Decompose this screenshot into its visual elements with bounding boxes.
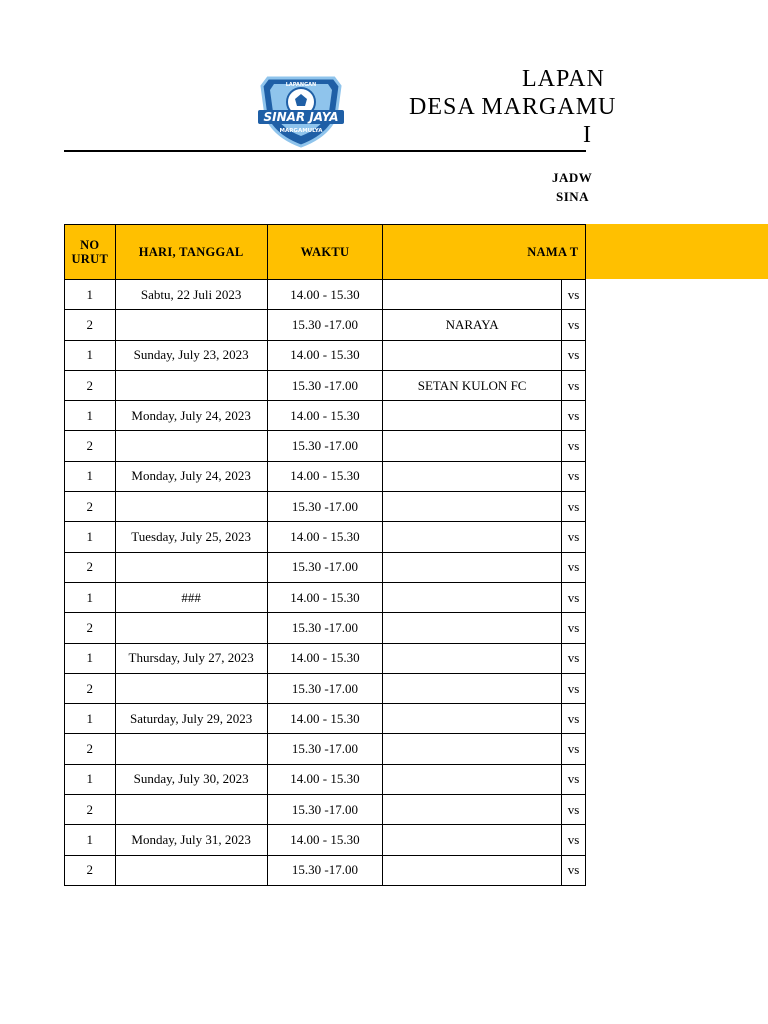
schedule-table <box>64 224 586 886</box>
cell-waktu: 14.00 - 15.30 <box>267 461 383 491</box>
cell-hari-tanggal: Monday, July 24, 2023 <box>115 401 267 431</box>
cell-no-urut: 1 <box>65 401 116 431</box>
sinar-jaya-logo <box>256 72 346 148</box>
cell-vs: vs <box>562 522 586 552</box>
cell-no-urut: 2 <box>65 370 116 400</box>
cell-hari-tanggal: Tuesday, July 25, 2023 <box>115 522 267 552</box>
cell-team-name <box>383 461 562 491</box>
title-line-1: LAPAN <box>522 66 605 92</box>
cell-vs: vs <box>562 855 586 885</box>
cell-waktu: 15.30 -17.00 <box>267 552 383 582</box>
cell-team-name <box>383 522 562 552</box>
cell-waktu: 14.00 - 15.30 <box>267 643 383 673</box>
cell-vs: vs <box>562 552 586 582</box>
table-row <box>65 673 586 703</box>
table-row <box>65 582 586 612</box>
subtitle-line-2: SINA <box>556 189 590 204</box>
cell-vs: vs <box>562 280 586 310</box>
table-row <box>65 492 586 522</box>
cell-vs: vs <box>562 643 586 673</box>
cell-waktu: 14.00 - 15.30 <box>267 280 383 310</box>
cell-vs: vs <box>562 734 586 764</box>
table-row <box>65 613 586 643</box>
cell-hari-tanggal: Sunday, July 30, 2023 <box>115 764 267 794</box>
title-line-3: I <box>583 122 592 148</box>
cell-hari-tanggal: Monday, July 24, 2023 <box>115 461 267 491</box>
table-row <box>65 643 586 673</box>
cell-team-name <box>383 582 562 612</box>
cell-waktu: 14.00 - 15.30 <box>267 522 383 552</box>
cell-team-name <box>383 764 562 794</box>
cell-team-name <box>383 613 562 643</box>
table-row <box>65 734 586 764</box>
cell-hari-tanggal <box>115 613 267 643</box>
cell-hari-tanggal <box>115 795 267 825</box>
cell-team-name <box>383 280 562 310</box>
cell-no-urut: 1 <box>65 340 116 370</box>
cell-vs: vs <box>562 492 586 522</box>
header-nama-tim: NAMA T <box>383 225 586 280</box>
cell-hari-tanggal <box>115 492 267 522</box>
cell-hari-tanggal <box>115 552 267 582</box>
cell-waktu: 15.30 -17.00 <box>267 310 383 340</box>
cell-no-urut: 1 <box>65 582 116 612</box>
cell-vs: vs <box>562 795 586 825</box>
table-row <box>65 795 586 825</box>
cell-team-name <box>383 795 562 825</box>
table-row <box>65 704 586 734</box>
cell-no-urut: 2 <box>65 855 116 885</box>
cell-waktu: 14.00 - 15.30 <box>267 764 383 794</box>
table-row <box>65 522 586 552</box>
cell-no-urut: 1 <box>65 461 116 491</box>
header-hari-tanggal: HARI, TANGGAL <box>115 225 267 280</box>
cell-hari-tanggal: ### <box>115 582 267 612</box>
cell-vs: vs <box>562 340 586 370</box>
cell-waktu: 15.30 -17.00 <box>267 370 383 400</box>
logo-bottom-text: MARGAMULYA <box>279 128 323 134</box>
cell-waktu: 15.30 -17.00 <box>267 431 383 461</box>
cell-vs: vs <box>562 461 586 491</box>
cell-team-name: SETAN KULON FC <box>383 370 562 400</box>
cell-waktu: 15.30 -17.00 <box>267 492 383 522</box>
cell-vs: vs <box>562 582 586 612</box>
cell-no-urut: 1 <box>65 522 116 552</box>
table-row <box>65 461 586 491</box>
cell-team-name <box>383 643 562 673</box>
table-row <box>65 552 586 582</box>
table-row <box>65 825 586 855</box>
cell-waktu: 14.00 - 15.30 <box>267 340 383 370</box>
header-band-overflow <box>586 224 768 279</box>
cell-no-urut: 1 <box>65 764 116 794</box>
cell-team-name <box>383 673 562 703</box>
cell-no-urut: 1 <box>65 280 116 310</box>
cell-waktu: 14.00 - 15.30 <box>267 704 383 734</box>
cell-no-urut: 1 <box>65 825 116 855</box>
cell-hari-tanggal <box>115 673 267 703</box>
cell-team-name <box>383 431 562 461</box>
title-line-2: DESA MARGAMU <box>409 94 617 120</box>
cell-no-urut: 2 <box>65 795 116 825</box>
cell-waktu: 15.30 -17.00 <box>267 734 383 764</box>
cell-waktu: 14.00 - 15.30 <box>267 401 383 431</box>
table-row <box>65 370 586 400</box>
cell-team-name: NARAYA <box>383 310 562 340</box>
table-row <box>65 431 586 461</box>
cell-vs: vs <box>562 370 586 400</box>
cell-hari-tanggal <box>115 855 267 885</box>
cell-no-urut: 1 <box>65 704 116 734</box>
logo-main-text: SINAR JAYA <box>263 110 339 124</box>
cell-no-urut: 1 <box>65 643 116 673</box>
table-header-row <box>65 225 586 280</box>
cell-vs: vs <box>562 764 586 794</box>
cell-team-name <box>383 401 562 431</box>
cell-no-urut: 2 <box>65 734 116 764</box>
cell-vs: vs <box>562 673 586 703</box>
cell-waktu: 15.30 -17.00 <box>267 673 383 703</box>
cell-hari-tanggal: Saturday, July 29, 2023 <box>115 704 267 734</box>
cell-vs: vs <box>562 613 586 643</box>
cell-no-urut: 2 <box>65 613 116 643</box>
cell-team-name <box>383 734 562 764</box>
cell-vs: vs <box>562 825 586 855</box>
cell-hari-tanggal <box>115 310 267 340</box>
cell-team-name <box>383 340 562 370</box>
cell-no-urut: 2 <box>65 492 116 522</box>
table-row <box>65 310 586 340</box>
cell-team-name <box>383 704 562 734</box>
cell-waktu: 14.00 - 15.30 <box>267 582 383 612</box>
cell-vs: vs <box>562 704 586 734</box>
cell-waktu: 15.30 -17.00 <box>267 613 383 643</box>
table-row <box>65 340 586 370</box>
header-divider <box>64 150 586 152</box>
subtitle-line-1: JADW <box>552 170 593 185</box>
table-row <box>65 855 586 885</box>
cell-hari-tanggal: Sabtu, 22 Juli 2023 <box>115 280 267 310</box>
cell-hari-tanggal: Thursday, July 27, 2023 <box>115 643 267 673</box>
cell-hari-tanggal <box>115 734 267 764</box>
header-no-urut: NO URUT <box>65 225 116 280</box>
header-waktu: WAKTU <box>267 225 383 280</box>
cell-vs: vs <box>562 401 586 431</box>
cell-team-name <box>383 825 562 855</box>
cell-no-urut: 2 <box>65 673 116 703</box>
cell-no-urut: 2 <box>65 431 116 461</box>
cell-no-urut: 2 <box>65 552 116 582</box>
cell-hari-tanggal <box>115 431 267 461</box>
cell-vs: vs <box>562 310 586 340</box>
cell-hari-tanggal: Monday, July 31, 2023 <box>115 825 267 855</box>
cell-waktu: 15.30 -17.00 <box>267 795 383 825</box>
cell-team-name <box>383 552 562 582</box>
cell-waktu: 14.00 - 15.30 <box>267 825 383 855</box>
cell-no-urut: 2 <box>65 310 116 340</box>
cell-hari-tanggal <box>115 370 267 400</box>
cell-hari-tanggal: Sunday, July 23, 2023 <box>115 340 267 370</box>
cell-vs: vs <box>562 431 586 461</box>
table-row <box>65 764 586 794</box>
cell-waktu: 15.30 -17.00 <box>267 855 383 885</box>
logo-top-text: LAPANGAN <box>285 82 317 88</box>
table-row <box>65 280 586 310</box>
cell-team-name <box>383 855 562 885</box>
table-row <box>65 401 586 431</box>
cell-team-name <box>383 492 562 522</box>
